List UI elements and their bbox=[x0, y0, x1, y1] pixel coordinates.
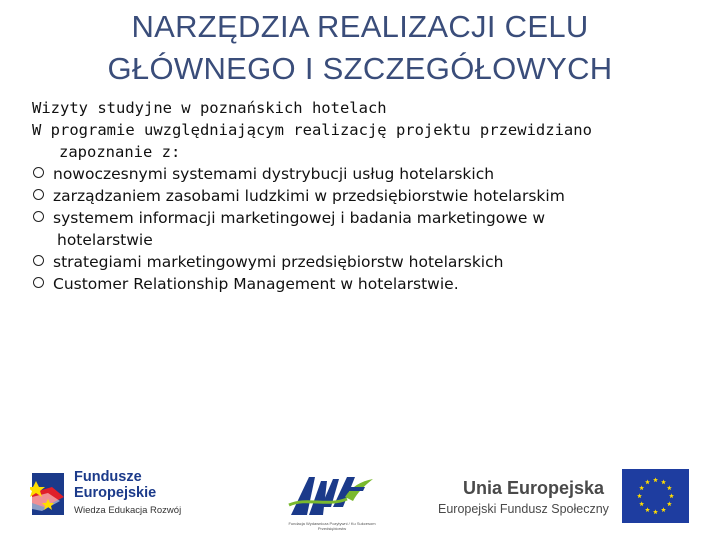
eu-star-icon bbox=[639, 485, 644, 490]
fundusze-europejskie-logo bbox=[30, 461, 190, 523]
eu-star-icon bbox=[661, 480, 666, 485]
eu-star-icon bbox=[661, 507, 666, 512]
slide-body bbox=[32, 97, 717, 295]
fe-line-3: Wiedza Edukacja Rozwój bbox=[74, 505, 182, 516]
circle-bullet-icon bbox=[33, 211, 44, 222]
ue-title: Unia Europejska bbox=[463, 478, 605, 498]
eu-star-icon bbox=[645, 480, 650, 485]
fe-line-2: Europejskie bbox=[74, 485, 157, 501]
list-item bbox=[32, 207, 717, 251]
circle-bullet-icon bbox=[33, 277, 44, 288]
eu-star-icon bbox=[653, 509, 658, 514]
list-item-text: strategiami marketingowymi przedsiębiorstw hotelarskich bbox=[53, 253, 504, 271]
eu-flag-icon bbox=[622, 469, 689, 523]
eu-star-icon bbox=[637, 493, 642, 498]
title-line-1: NARZĘDZIA REALIZACJI CELU bbox=[131, 9, 589, 44]
list-item bbox=[32, 273, 717, 295]
list-item-text: zarządzaniem zasobami ludzkimi w przedsiębiorstwie hotelarskim bbox=[53, 187, 565, 205]
eu-star-icon bbox=[669, 493, 674, 498]
eu-star-icon bbox=[645, 507, 650, 512]
ue-subtitle: Europejski Fundusz Społeczny bbox=[438, 502, 609, 516]
list-item-text-cont: hotelarstwie bbox=[57, 231, 153, 249]
title-line-2: GŁÓWNEGO I SZCZEGÓŁOWYCH bbox=[107, 51, 613, 86]
eu-star-icon bbox=[667, 485, 672, 490]
list-item-text: systemem informacji marketingowej i badania marketingowe w bbox=[53, 209, 546, 227]
eu-star-icon bbox=[639, 501, 644, 506]
heading-program: W programie uwzględniającym realizację projektu przewidziano bbox=[32, 121, 592, 139]
heading-program-cont: zapoznanie z: bbox=[59, 143, 181, 161]
list-item bbox=[32, 251, 717, 273]
eu-star-icon bbox=[667, 501, 672, 506]
slide-title bbox=[0, 6, 720, 90]
partner-caption: Fundacja Wydawnicza Pozytywni / Ku Sukcesom Przedsiębiorstw bbox=[288, 521, 376, 531]
list-item-text: nowoczesnymi systemami dystrybucji usług hotelarskich bbox=[53, 165, 495, 183]
fe-line-1: Fundusze bbox=[74, 469, 142, 485]
fe-flag-icon bbox=[30, 467, 70, 519]
partner-mark-icon bbox=[287, 467, 377, 521]
circle-bullet-icon bbox=[33, 167, 44, 178]
eu-star-icon bbox=[653, 477, 658, 482]
partner-logo bbox=[287, 467, 377, 532]
circle-bullet-icon bbox=[33, 255, 44, 266]
logo-bar bbox=[0, 455, 720, 540]
list-item-text: Customer Relationship Management w hotelarstwie. bbox=[53, 275, 459, 293]
heading-visits: Wizyty studyjne w poznańskich hotelach bbox=[32, 99, 387, 117]
list-item bbox=[32, 185, 717, 207]
circle-bullet-icon bbox=[33, 189, 44, 200]
list-item bbox=[32, 163, 717, 185]
